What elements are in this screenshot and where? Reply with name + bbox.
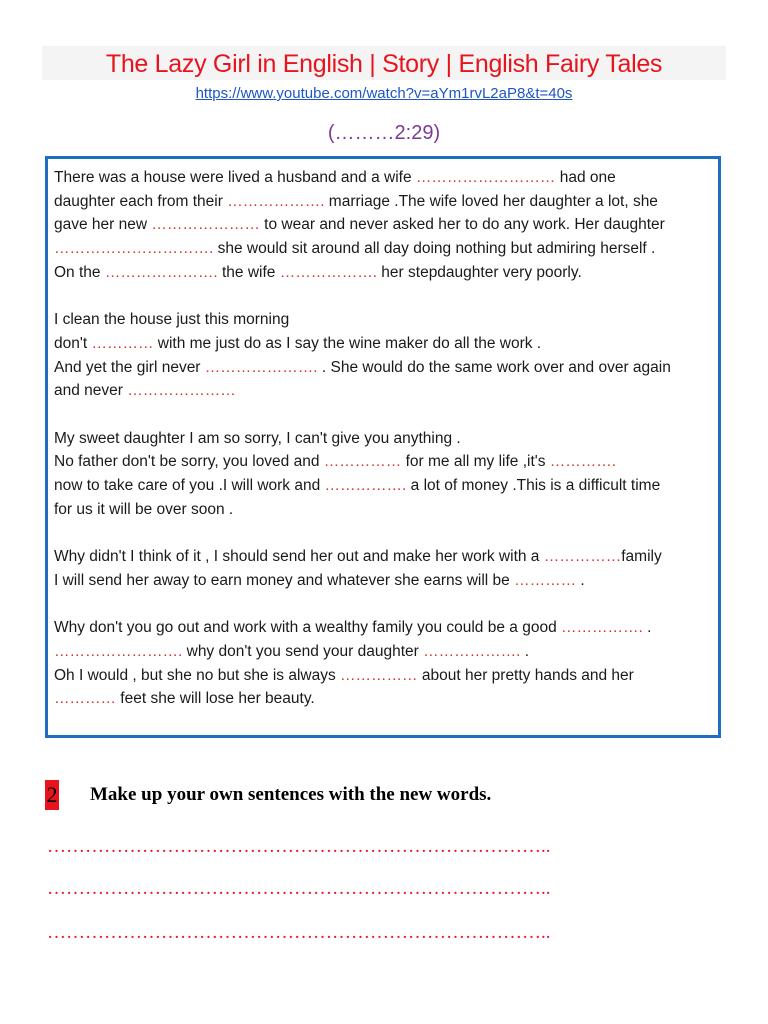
story-text-segment: for us it will be over soon . xyxy=(54,500,234,518)
exercise-instruction: Make up your own sentences with the new words. xyxy=(90,784,492,805)
story-line xyxy=(54,261,714,285)
answer-line-1[interactable]: …………………………………………………………………….. xyxy=(47,836,551,857)
story-text-segment: don't xyxy=(54,334,92,352)
fill-in-blank[interactable]: ………… xyxy=(514,571,577,589)
story-line xyxy=(54,569,714,593)
story-text-segment: On the xyxy=(54,263,105,281)
story-text-segment: My sweet daughter I am so sorry, I can't give you anything . xyxy=(54,429,461,447)
story-line xyxy=(54,379,714,403)
story-text-segment: and never xyxy=(54,382,128,400)
fill-in-blank[interactable]: …………… xyxy=(340,666,418,684)
fill-in-blank[interactable]: ………………. xyxy=(227,192,325,210)
story-line xyxy=(54,450,714,474)
fill-in-blank[interactable]: …………. xyxy=(549,453,617,471)
story-line xyxy=(54,498,714,522)
story-line xyxy=(54,332,714,356)
story-text-segment: about her pretty hands and her xyxy=(417,666,634,684)
story-text-segment: to wear and never asked her to do any work. Her daughter xyxy=(259,216,665,234)
story-line xyxy=(54,664,714,688)
story-line xyxy=(54,190,714,214)
youtube-link[interactable]: https://www.youtube.com/watch?v=aYm1rvL2aP8&t=40s xyxy=(195,85,573,102)
story-line xyxy=(54,687,714,711)
video-timestamp: (………2:29) xyxy=(327,122,441,144)
fill-in-blank[interactable]: ……………. xyxy=(324,477,407,495)
story-text-segment: Why don't you go out and work with a wealthy family you could be a good xyxy=(54,619,561,637)
story-text-segment: There was a house were lived a husband and a wife xyxy=(54,169,416,186)
story-text-segment: with me just do as I say the wine maker do all the work . xyxy=(153,334,542,352)
story-text-segment: for me all my life ,it's xyxy=(401,453,550,471)
fill-in-blank[interactable]: ………………. xyxy=(423,643,521,660)
story-text-segment: a lot of money .This is a difficult time xyxy=(406,477,661,495)
fill-in-blank[interactable]: ……………. xyxy=(561,619,643,637)
fill-in-blank[interactable]: ………… xyxy=(54,690,116,708)
story-line xyxy=(54,237,714,261)
story-text-segment: No father don't be sorry, you loved and xyxy=(54,453,324,471)
story-text-segment: I will send her away to earn money and whatever she earns will be xyxy=(54,571,515,589)
story-line xyxy=(54,545,714,569)
story-text-segment: marriage .The wife loved her daughter a lot, she xyxy=(324,192,658,210)
fill-in-blank[interactable]: ………………. xyxy=(279,263,377,281)
story-text-segment: the wife xyxy=(217,263,280,281)
story-text-segment: had one xyxy=(555,169,616,186)
fill-in-blank[interactable]: ………………… xyxy=(127,382,236,400)
story-text-segment: . xyxy=(642,619,652,637)
story-text-segment: . xyxy=(576,571,585,589)
fill-in-blank[interactable]: …………………. xyxy=(204,358,318,376)
story-line xyxy=(54,213,714,237)
story-text-segment: now to take care of you .I will work and xyxy=(54,477,325,495)
story-text-segment: I clean the house just this morning xyxy=(54,311,290,329)
answer-line-3[interactable]: …………………………………………………………………….. xyxy=(47,922,551,943)
paragraph-gap xyxy=(54,522,714,546)
story-line xyxy=(54,308,714,332)
story-text-segment: And yet the girl never xyxy=(54,358,205,376)
story-text-segment: gave her new xyxy=(54,216,152,234)
story-line xyxy=(54,356,714,380)
story-text-segment: . xyxy=(520,643,530,660)
page-title: The Lazy Girl in English | Story | English Fairy Tales xyxy=(105,50,663,78)
story-text-segment: she would sit around all day doing nothing but admiring herself . xyxy=(213,240,656,258)
fill-in-blank[interactable]: …………………. xyxy=(104,263,218,281)
fill-in-blank[interactable]: …………… xyxy=(543,548,622,566)
story-text xyxy=(54,166,714,711)
story-text-segment: feet she will lose her beauty. xyxy=(116,690,315,708)
paragraph-gap xyxy=(54,403,714,427)
story-text-segment: why don't you send your daughter xyxy=(182,643,424,660)
story-text-segment: Why didn't I think of it , I should send her out and make her work with a xyxy=(54,548,544,566)
story-text-segment: Oh I would , but she no but she is always xyxy=(54,666,341,684)
story-text-segment: . She would do the same work over and over again xyxy=(317,358,671,376)
fill-in-blank[interactable]: ………………… xyxy=(151,216,260,234)
fill-in-blank[interactable]: …………………………. xyxy=(54,240,214,258)
fill-in-blank[interactable]: ……………………. xyxy=(54,643,183,660)
answer-line-2[interactable]: …………………………………………………………………….. xyxy=(47,878,551,899)
story-text-segment: family xyxy=(621,548,662,566)
fill-in-blank[interactable]: …………… xyxy=(323,453,402,471)
exercise-number: 2 xyxy=(45,780,59,810)
paragraph-gap xyxy=(54,285,714,309)
story-line xyxy=(54,427,714,451)
fill-in-blank[interactable]: ………… xyxy=(91,334,154,352)
story-text-segment: daughter each from their xyxy=(54,192,228,210)
paragraph-gap xyxy=(54,593,714,617)
story-line xyxy=(54,616,714,640)
story-line xyxy=(54,474,714,498)
story-box xyxy=(45,156,721,738)
story-text-segment: her stepdaughter very poorly. xyxy=(377,263,582,281)
story-line xyxy=(54,166,714,190)
fill-in-blank[interactable]: ……………………… xyxy=(415,169,556,186)
story-line xyxy=(54,640,714,664)
